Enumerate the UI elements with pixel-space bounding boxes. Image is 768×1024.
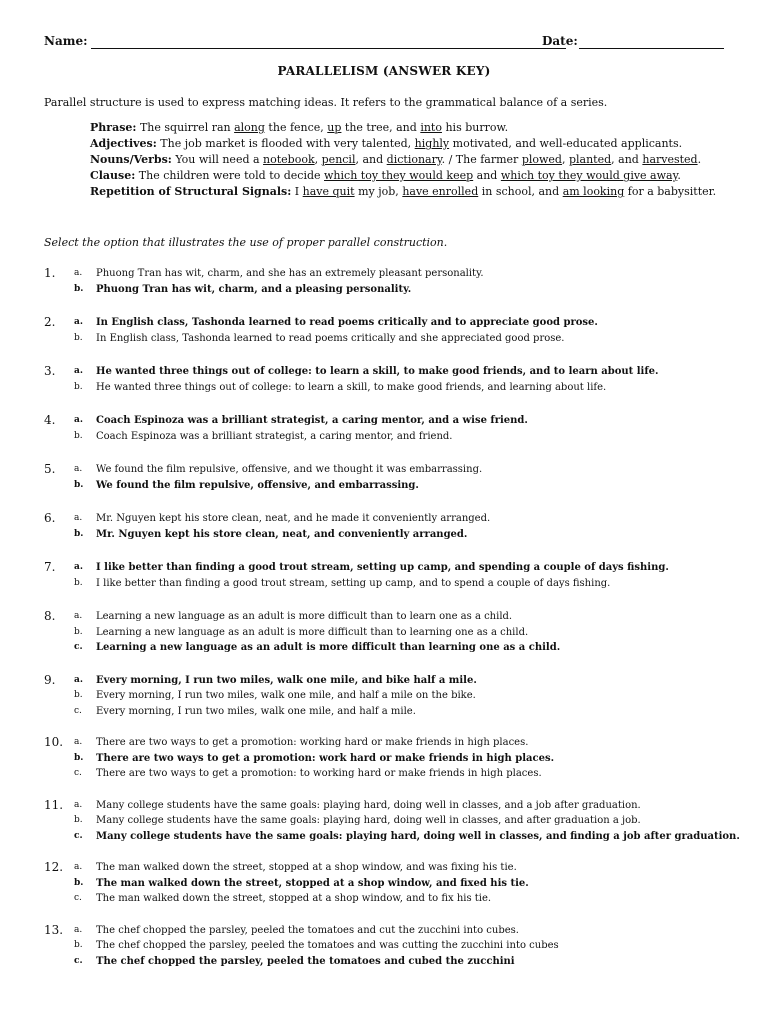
- example-text: You will need a: [171, 153, 264, 166]
- answer-option: [44, 798, 744, 814]
- underlined-segment: which toy they would keep: [324, 169, 474, 182]
- option-letter: a.: [74, 513, 83, 523]
- option-letter: b.: [74, 430, 83, 441]
- question-number: 7.: [44, 560, 56, 574]
- question-item: [44, 860, 744, 907]
- answer-option: [44, 462, 744, 478]
- correct-answer-option: [44, 315, 744, 331]
- option-text: There are two ways to get a promotion: to working hard or make friends in high places.: [96, 768, 542, 779]
- answer-option: [44, 923, 744, 939]
- example-text: ,: [314, 153, 322, 166]
- option-letter: c.: [74, 830, 83, 841]
- example-text: . / The farmer: [441, 153, 522, 166]
- question-item: [44, 673, 744, 720]
- option-text: The man walked down the street, stopped at a shop window, and was fixing his tie.: [96, 862, 517, 873]
- option-text: Many college students have the same goals: playing hard, doing well in classes, and finding a job after graduation.: [96, 830, 740, 842]
- example-text: in school, and: [478, 185, 563, 198]
- question-number: 5.: [44, 462, 56, 476]
- option-letter: a.: [74, 268, 83, 278]
- question-item: [44, 923, 744, 970]
- option-text: Many college students have the same goals: playing hard, doing well in classes, and after graduation a job.: [96, 815, 641, 826]
- underlined-segment: highly: [414, 137, 450, 150]
- option-letter: a.: [74, 924, 83, 935]
- question-number: 2.: [44, 315, 56, 329]
- option-text: The chef chopped the parsley, peeled the tomatoes and was cutting the zucchini into cubes: [96, 940, 559, 951]
- option-letter: a.: [74, 737, 83, 747]
- example-row: [90, 168, 740, 184]
- option-text: We found the film repulsive, offensive, and embarrassing.: [96, 479, 419, 491]
- correct-answer-option: [44, 954, 744, 970]
- answer-option: [44, 625, 744, 641]
- question-item: [44, 315, 744, 346]
- date-field: [579, 48, 724, 49]
- answer-option: [44, 891, 744, 907]
- option-text: He wanted three things out of college: to learn a skill, to make good friends, and to learn about life.: [96, 366, 659, 377]
- option-text: Coach Espinoza was a brilliant strategist, a caring mentor, and friend.: [96, 430, 453, 442]
- option-letter: b.: [74, 479, 84, 490]
- correct-answer-option: [44, 364, 744, 380]
- example-row: [90, 136, 740, 152]
- underlined-segment: harvested: [642, 153, 698, 166]
- underlined-segment: into: [420, 121, 442, 134]
- example-text: , and: [611, 153, 643, 166]
- example-text: and: [473, 169, 501, 182]
- question-item: [44, 364, 744, 395]
- answer-option: [44, 266, 744, 282]
- option-letter: a.: [74, 317, 83, 327]
- question-item: [44, 413, 744, 444]
- option-text: There are two ways to get a promotion: working hard or make friends in high places.: [96, 737, 529, 748]
- underlined-segment: pencil: [321, 153, 356, 166]
- option-text: The man walked down the street, stopped at a shop window, and fixed his tie.: [96, 877, 529, 889]
- option-letter: b.: [74, 752, 84, 763]
- option-text: Phuong Tran has wit, charm, and she has an extremely pleasant personality.: [96, 268, 484, 279]
- example-row: [90, 120, 740, 136]
- question-number: 3.: [44, 364, 56, 378]
- date-label: Date:: [542, 34, 578, 48]
- answer-option: [44, 813, 744, 829]
- underlined-segment: planted: [568, 153, 612, 166]
- question-number: 9.: [44, 672, 56, 687]
- question-item: [44, 798, 744, 845]
- question-number: 11.: [44, 797, 64, 812]
- example-label: Clause:: [90, 169, 136, 182]
- option-text: Every morning, I run two miles, walk one mile, and half a mile on the bike.: [96, 690, 476, 701]
- example-text: motivated, and well-educated applicants.: [449, 137, 683, 150]
- option-text: We found the film repulsive, offensive, and we thought it was embarrassing.: [96, 464, 483, 475]
- option-letter: a.: [74, 862, 83, 872]
- option-text: There are two ways to get a promotion: work hard or make friends in high places.: [96, 752, 555, 764]
- answer-option: [44, 380, 744, 396]
- correct-answer-option: [44, 413, 744, 429]
- option-letter: b.: [74, 940, 83, 950]
- option-text: Every morning, I run two miles, walk one mile, and half a mile.: [96, 705, 416, 717]
- answer-option: [44, 860, 744, 876]
- option-letter: b.: [74, 332, 83, 343]
- answer-option: [44, 688, 744, 704]
- correct-answer-option: [44, 751, 744, 767]
- option-text: The chef chopped the parsley, peeled the tomatoes and cut the zucchini into cubes.: [96, 924, 519, 936]
- option-letter: a.: [74, 799, 83, 810]
- intro-text: Parallel structure is used to express matching ideas. It refers to the grammatical balance of a series.: [44, 96, 608, 109]
- example-label: Nouns/Verbs:: [90, 153, 172, 166]
- correct-answer-option: [44, 640, 744, 656]
- correct-answer-option: [44, 527, 744, 543]
- option-letter: a.: [74, 611, 83, 621]
- option-text: In English class, Tashonda learned to read poems critically and she appreciated good prose.: [96, 332, 565, 344]
- option-letter: b.: [74, 283, 84, 294]
- example-text: The job market is flooded with very talented,: [156, 137, 415, 150]
- question-item: [44, 511, 744, 542]
- question-number: 6.: [44, 511, 56, 525]
- example-row: [90, 184, 740, 200]
- option-letter: b.: [74, 626, 83, 637]
- example-text: my job,: [354, 185, 403, 198]
- answer-option: [44, 938, 744, 954]
- option-text: Learning a new language as an adult is more difficult than learning one as a child.: [96, 642, 561, 653]
- option-text: I like better than finding a good trout stream, setting up camp, and to spend a couple of days fishing.: [96, 577, 611, 589]
- question-item: [44, 560, 744, 591]
- underlined-segment: dictionary: [386, 153, 442, 166]
- option-text: Coach Espinoza was a brilliant strategist, a caring mentor, and a wise friend.: [96, 415, 528, 426]
- underlined-segment: have enrolled: [402, 185, 479, 198]
- page-title: PARALLELISM (ANSWER KEY): [277, 64, 491, 78]
- underlined-segment: plowed: [521, 153, 562, 166]
- example-text: the fence,: [264, 121, 328, 134]
- example-text: .: [697, 153, 702, 166]
- example-label: Repetition of Structural Signals:: [90, 185, 292, 198]
- question-number: 10.: [44, 735, 64, 749]
- option-letter: a.: [74, 562, 83, 572]
- example-row: [90, 152, 740, 168]
- answer-option: [44, 429, 744, 445]
- option-text: In English class, Tashonda learned to read poems critically and to appreciate good prose.: [96, 317, 598, 328]
- option-text: Mr. Nguyen kept his store clean, neat, and conveniently arranged.: [96, 528, 468, 540]
- worksheet-header: [44, 32, 724, 54]
- question-number: 8.: [44, 609, 56, 623]
- correct-answer-option: [44, 478, 744, 494]
- underlined-segment: up: [327, 121, 342, 134]
- option-letter: b.: [74, 815, 83, 825]
- example-text: .: [677, 169, 681, 182]
- option-text: The man walked down the street, stopped at a shop window, and to fix his tie.: [96, 893, 492, 904]
- correct-answer-option: [44, 829, 744, 845]
- example-text: The children were told to decide: [135, 169, 325, 182]
- option-letter: b.: [74, 877, 84, 888]
- option-text: Learning a new language as an adult is more difficult than to learn one as a child.: [96, 611, 513, 622]
- questions-list: [0, 266, 768, 969]
- option-letter: a.: [74, 464, 83, 474]
- option-text: Phuong Tran has wit, charm, and a pleasing personality.: [96, 283, 412, 295]
- option-letter: b.: [74, 690, 83, 700]
- option-text: He wanted three things out of college: to learn a skill, to make good friends, and learning about life.: [96, 381, 607, 393]
- question-item: [44, 462, 744, 493]
- example-text: I: [291, 185, 303, 198]
- example-text: The squirrel ran: [136, 121, 235, 134]
- question-item: [44, 609, 744, 656]
- examples-list: [90, 120, 740, 200]
- correct-answer-option: [44, 673, 744, 689]
- option-letter: b.: [74, 577, 83, 588]
- correct-answer-option: [44, 876, 744, 892]
- option-text: Many college students have the same goals: playing hard, doing well in classes, and a job after graduation.: [96, 799, 641, 811]
- option-letter: c.: [74, 705, 82, 716]
- example-text: his burrow.: [441, 121, 509, 134]
- option-letter: c.: [74, 768, 82, 778]
- option-letter: c.: [74, 642, 83, 652]
- instructions-text: Select the option that illustrates the use of proper parallel construction.: [44, 236, 448, 249]
- underlined-segment: notebook: [263, 153, 315, 166]
- example-text: ,: [561, 153, 569, 166]
- answer-option: [44, 511, 744, 527]
- example-text: for a babysitter.: [624, 185, 717, 198]
- question-number: 1.: [44, 266, 56, 280]
- example-text: , and: [355, 153, 387, 166]
- name-label: Name:: [44, 34, 88, 48]
- answer-option: [44, 609, 744, 625]
- option-text: I like better than finding a good trout stream, setting up camp, and spending a couple of days fishing.: [96, 562, 669, 573]
- option-letter: c.: [74, 893, 82, 903]
- question-number: 13.: [44, 922, 64, 937]
- question-item: [44, 735, 744, 782]
- answer-option: [44, 576, 744, 592]
- option-letter: a.: [74, 366, 83, 376]
- correct-answer-option: [44, 282, 744, 298]
- answer-option: [44, 735, 744, 751]
- example-label: Adjectives:: [90, 137, 157, 150]
- underlined-segment: which toy they would give away: [500, 169, 678, 182]
- option-letter: a.: [74, 674, 83, 685]
- option-letter: b.: [74, 381, 83, 392]
- answer-option: [44, 331, 744, 347]
- underlined-segment: along: [234, 121, 265, 134]
- correct-answer-option: [44, 560, 744, 576]
- name-field: [91, 48, 566, 49]
- example-text: the tree, and: [341, 121, 421, 134]
- question-number: 12.: [44, 860, 64, 874]
- question-item: [44, 266, 744, 297]
- option-text: Learning a new language as an adult is more difficult than to learning one as a child.: [96, 626, 529, 638]
- option-text: Mr. Nguyen kept his store clean, neat, and he made it conveniently arranged.: [96, 513, 491, 524]
- option-letter: b.: [74, 528, 84, 539]
- option-letter: a.: [74, 415, 83, 425]
- option-text: Every morning, I run two miles, walk one mile, and bike half a mile.: [96, 674, 477, 686]
- question-number: 4.: [44, 413, 56, 427]
- option-letter: c.: [74, 955, 83, 966]
- example-label: Phrase:: [90, 121, 137, 134]
- option-text: The chef chopped the parsley, peeled the tomatoes and cubed the zucchini: [96, 955, 515, 967]
- answer-option: [44, 766, 744, 782]
- underlined-segment: have quit: [302, 185, 355, 198]
- answer-option: [44, 704, 744, 720]
- underlined-segment: am looking: [562, 185, 625, 198]
